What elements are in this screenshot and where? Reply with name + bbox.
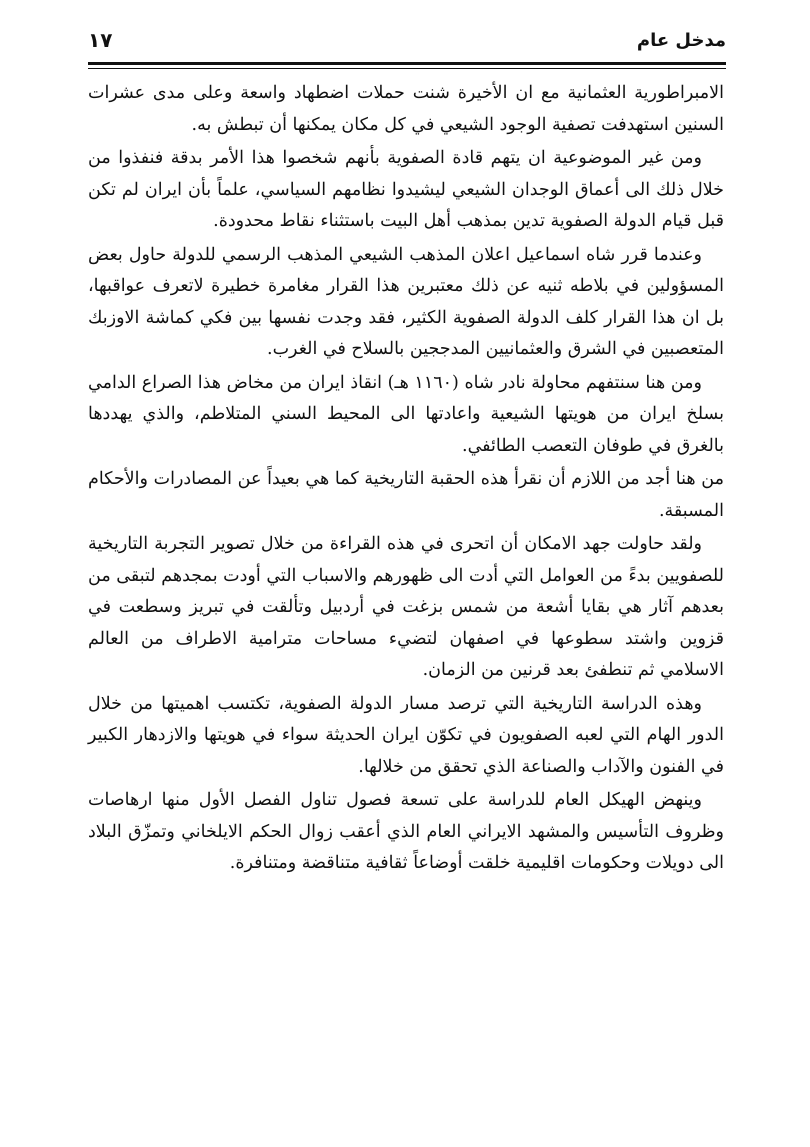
header-rule-thick: [88, 62, 726, 65]
paragraph: وينهض الهيكل العام للدراسة على تسعة فصول تناول الفصل الأول منها ارهاصات وظروف التأسيس والمشهد الايراني العام الذي أعقب زوال الحكم الايلخاني وتمزّق البلاد الى دويلات وحكومات اقليمية خلقت أوضاعاً ثقافية متناقضة ومتنافرة.: [88, 790, 724, 873]
paragraph: من هنا أجد من اللازم أن نقرأ هذه الحقبة التاريخية كما هي بعيداً عن المصادرات والأحكام المسبقة.: [88, 469, 724, 521]
page-header: [88, 28, 726, 58]
page-number: ١٧: [88, 28, 113, 52]
header-rule-thin: [88, 68, 726, 69]
running-title: مدخل عام: [636, 30, 726, 51]
paragraph: الامبراطورية العثمانية مع ان الأخيرة شنت حملات اضطهاد واسعة وعلى مدى عشرات السنين استهدفت تصفية الوجود الشيعي في كل مكان يمكنها أن تبطش به.: [88, 83, 724, 135]
paragraph: ولقد حاولت جهد الامكان أن اتحرى في هذه القراءة من خلال تصوير التجربة التاريخية للصفويين بدءً من العوامل التي أدت الى ظهورهم والاسباب التي أودت بمجدهم لتبقى من بعدهم آثار هي بقايا أشعة من شمس بزغت في أردبيل وتألقت في تبريز وسطعت في قزوين واشتد سطوعها في اصفهان لتضيء مساحات مترامية الاطراف من العالم الاسلامي ثم تنطفئ بعد قرنين من الزمان.: [88, 534, 724, 680]
paragraph: وهذه الدراسة التاريخية التي ترصد مسار الدولة الصفوية، تكتسب اهميتها من خلال الدور الهام التي لعبه الصفويون في تكوّن ايران الحديثة سواء في هويتها والازدهار الكبير في الفنون والآداب والصناعة الذي تحقق من خلالها.: [88, 693, 724, 777]
paragraph: ومن هنا سنتفهم محاولة نادر شاه (١١٦٠ هـ) انقاذ ايران من مخاض هذا الصراع الدامي بسلخ ايران من هويتها الشيعية واعادتها الى المحيط السني المتلاطم، والذي يهددها بالغرق في طوفان التعصب الطائفي.: [88, 372, 724, 456]
paragraph: ومن غير الموضوعية ان يتهم قادة الصفوية بأنهم شخصوا هذا الأمر بدقة فنفذوا من خلال ذلك الى أعماق الوجدان الشيعي ليشيدوا نظامهم السياسي، علماً بأن ايران لم تكن قبل قيام الدولة الصفوية تدين بمذهب أهل البيت باستثناء نقاط محدودة.: [88, 148, 724, 231]
paragraph: وعندما قرر شاه اسماعيل اعلان المذهب الشيعي المذهب الرسمي للدولة حاول بعض المسؤولين في بلاطه ثنيه عن ذلك معتبرين هذا القرار مغامرة خطيرة لاتعرف عواقبها، بل ان هذا القرار كلف الدولة الصفوية الكثير، فقد وجدت نفسها بين فكي كماشة الاوزبك المتعصبين في الشرق والعثمانيين المدججين بالسلاح في الغرب.: [88, 244, 724, 359]
body-text: [88, 78, 724, 882]
